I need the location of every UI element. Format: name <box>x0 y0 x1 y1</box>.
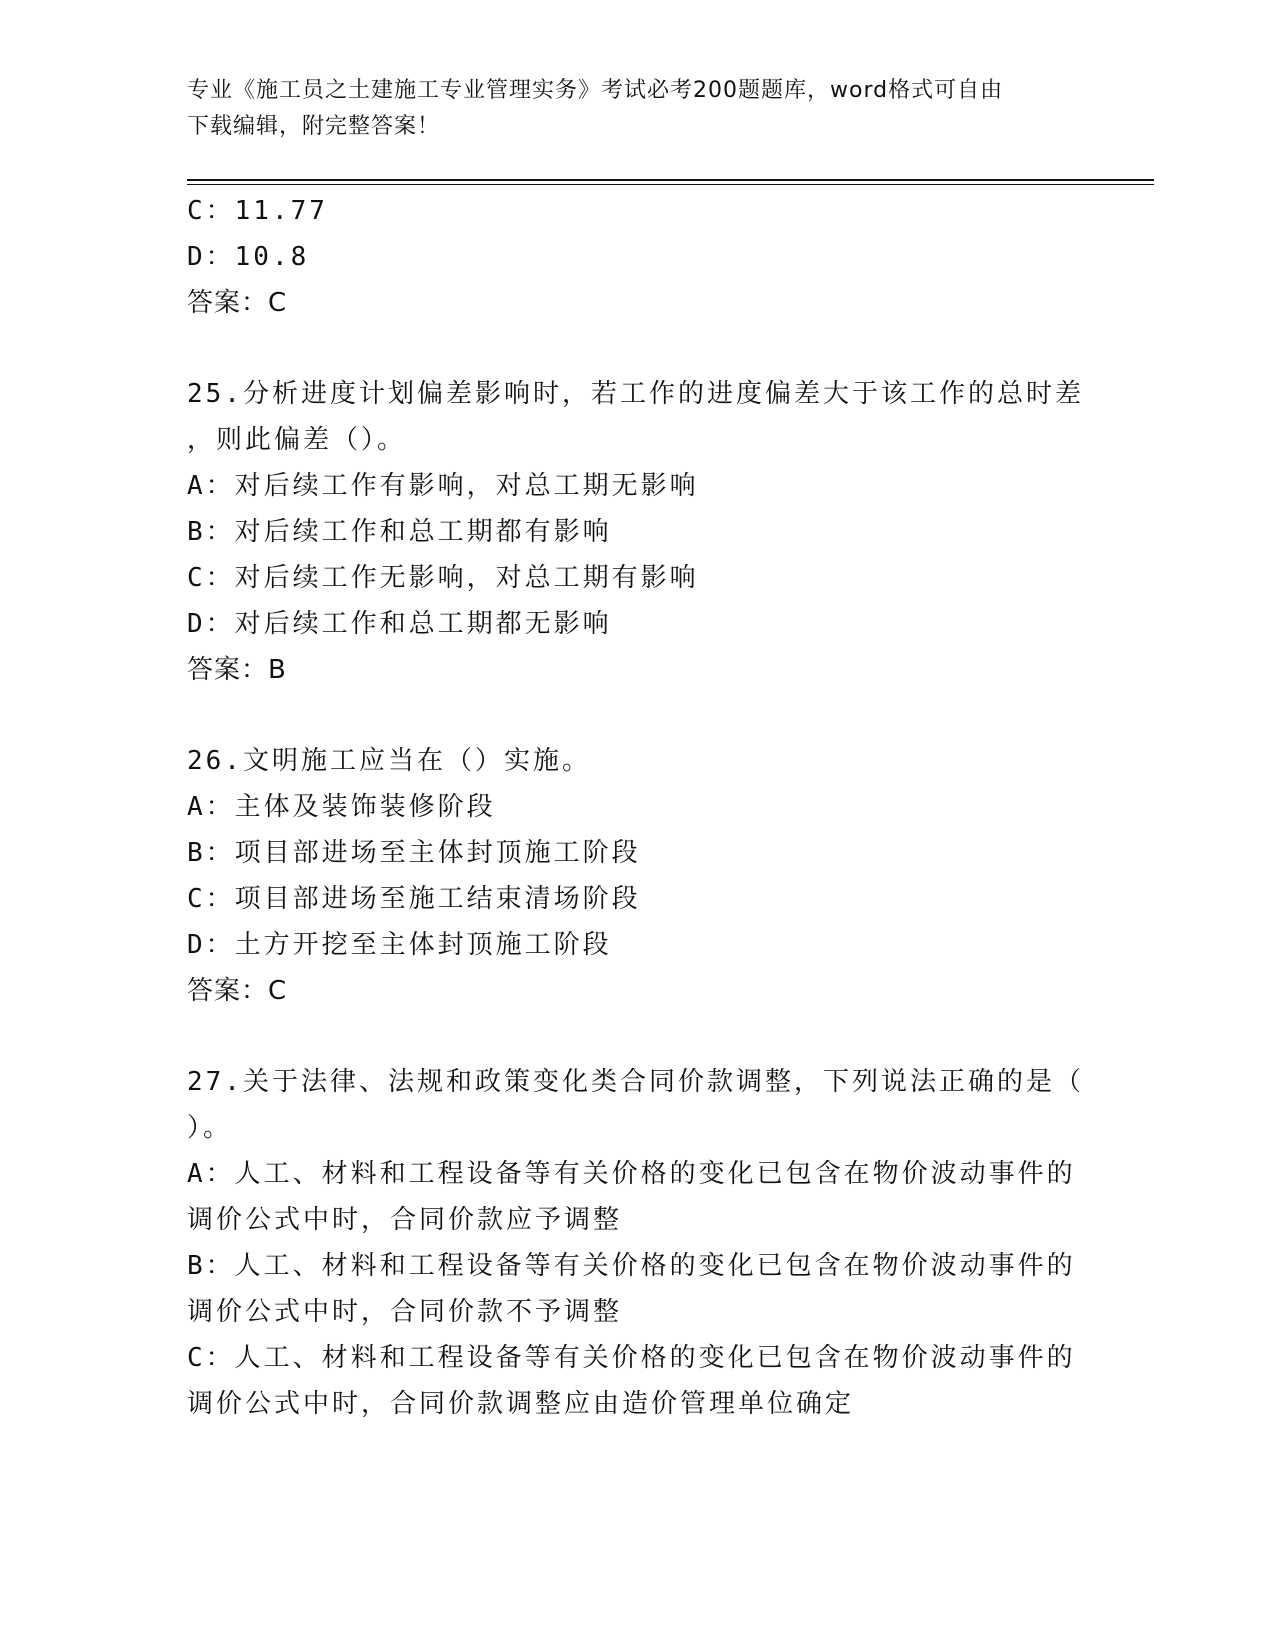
question-stem: 26.文明施工应当在（）实施。 <box>187 746 591 776</box>
answer-label: 答案：B <box>187 655 287 685</box>
question-stem: 27.关于法律、法规和政策变化类合同价款调整，下列说法正确的是（ <box>187 1067 1084 1097</box>
question-25 <box>187 371 1087 693</box>
answer-label: 答案：C <box>187 976 288 1006</box>
document-header <box>187 73 1087 145</box>
option-b-continued: 调价公式中时，合同价款不予调整 <box>187 1297 623 1327</box>
option-c: C：人工、材料和工程设备等有关价格的变化已包含在物价波动事件的 <box>187 1343 1076 1373</box>
option-c: C：对后续工作无影响，对总工期有影响 <box>187 563 699 593</box>
option-a: A：主体及装饰装修阶段 <box>187 792 496 822</box>
spacer <box>187 1014 1087 1059</box>
option-c: C：项目部进场至施工结束清场阶段 <box>187 884 641 914</box>
option-a: A：对后续工作有影响，对总工期无影响 <box>187 471 699 501</box>
option-d: D：10.8 <box>187 242 310 272</box>
option-a-continued: 调价公式中时，合同价款应予调整 <box>187 1205 623 1235</box>
option-c: C：11.77 <box>187 196 328 226</box>
question-stem-continued: ，则此偏差（）。 <box>187 425 407 455</box>
question-stem-continued: ）。 <box>187 1113 233 1143</box>
document-body <box>187 188 1087 1427</box>
option-d: D：土方开挖至主体封顶施工阶段 <box>187 930 612 960</box>
question-stem: 25.分析进度计划偏差影响时，若工作的进度偏差大于该工作的总时差 <box>187 379 1084 409</box>
option-a: A：人工、材料和工程设备等有关价格的变化已包含在物价波动事件的 <box>187 1159 1076 1189</box>
header-divider-thick <box>187 179 1154 181</box>
question-27 <box>187 1059 1087 1427</box>
option-b: B：人工、材料和工程设备等有关价格的变化已包含在物价波动事件的 <box>187 1251 1076 1281</box>
header-line-1: 专业《施工员之土建施工专业管理实务》考试必考200题题库，word格式可自由 <box>187 78 1004 103</box>
option-b: B：对后续工作和总工期都有影响 <box>187 517 612 547</box>
option-c-continued: 调价公式中时，合同价款调整应由造价管理单位确定 <box>187 1389 855 1419</box>
header-divider-thin <box>187 184 1154 185</box>
prev-question-block <box>187 188 1087 326</box>
question-26 <box>187 738 1087 1014</box>
spacer <box>187 326 1087 371</box>
header-line-2: 下载编辑，附完整答案！ <box>187 114 441 139</box>
option-b: B：项目部进场至主体封顶施工阶段 <box>187 838 641 868</box>
answer-label: 答案：C <box>187 288 288 318</box>
spacer <box>187 693 1087 738</box>
option-d: D：对后续工作和总工期都无影响 <box>187 609 612 639</box>
